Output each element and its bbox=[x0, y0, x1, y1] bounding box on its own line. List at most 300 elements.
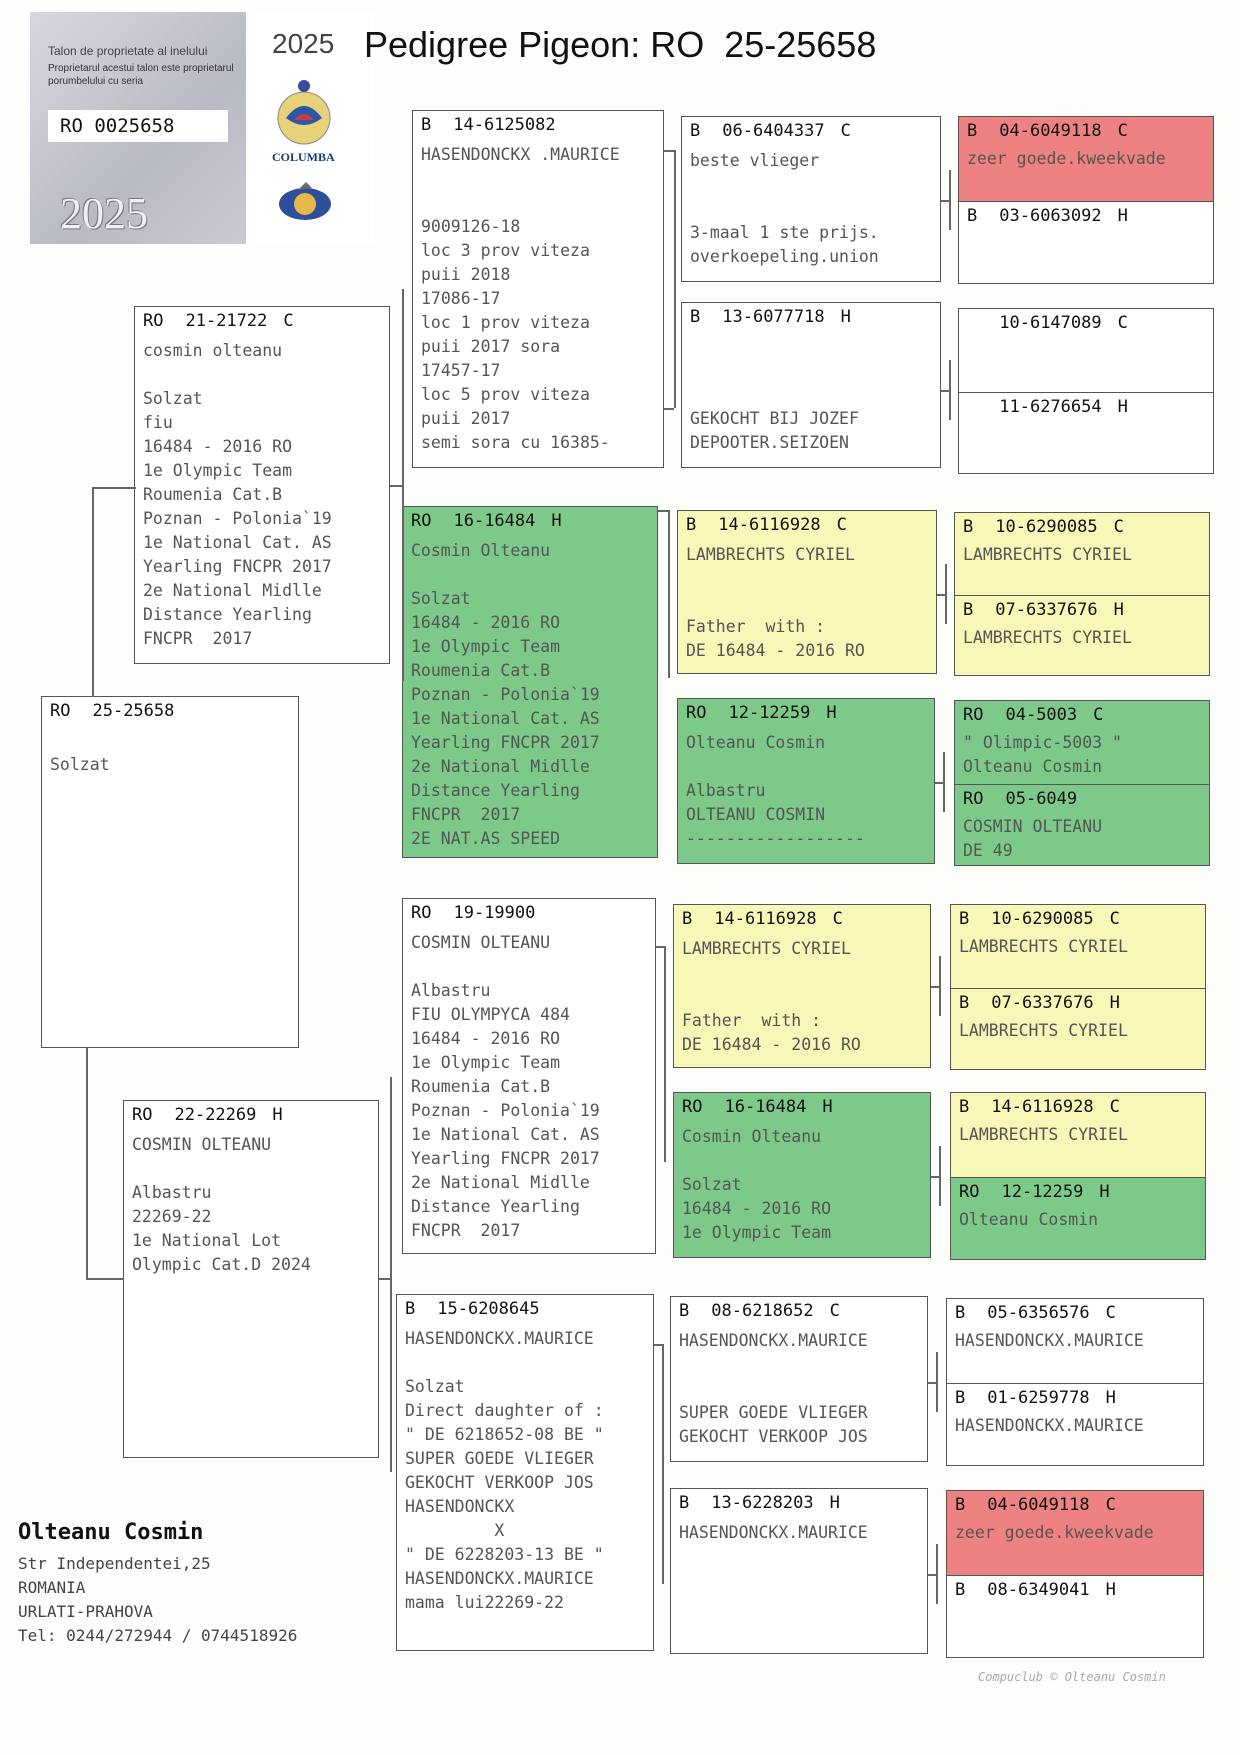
pigeon-sex: H bbox=[1105, 1388, 1116, 1408]
connector-line bbox=[939, 1146, 941, 1206]
pigeon-country: B bbox=[690, 307, 701, 327]
pigeon-notes bbox=[421, 143, 620, 455]
note-line: fiu bbox=[143, 413, 173, 432]
note-line: X bbox=[405, 1521, 505, 1540]
pigeon-country: B bbox=[690, 121, 701, 141]
pigeon-sex: H bbox=[1099, 1182, 1110, 1202]
note-line: FIU OLYMPYCA 484 bbox=[411, 1005, 570, 1024]
granddam-section bbox=[947, 1383, 1203, 1466]
pigeon-country bbox=[967, 397, 977, 417]
pigeon-country: RO bbox=[963, 789, 984, 809]
note-line: 16484 - 2016 RO bbox=[143, 437, 293, 456]
pigeon-notes bbox=[963, 543, 1132, 567]
note-line bbox=[421, 191, 620, 215]
pigeon-sex: H bbox=[272, 1105, 283, 1125]
note-line: DE 49 bbox=[963, 841, 1013, 860]
connector-line bbox=[92, 487, 94, 697]
pigeon-notes bbox=[955, 1414, 1144, 1438]
note-line bbox=[690, 173, 879, 197]
pigeon-ring: 22-22269 bbox=[174, 1105, 257, 1125]
pigeon-country: B bbox=[967, 206, 978, 226]
note-line: Father with : bbox=[686, 617, 826, 636]
grandsire-section bbox=[947, 1299, 1203, 1383]
pigeon-ring: 04-6049118 bbox=[987, 1495, 1090, 1515]
note-line: 16484 - 2016 RO bbox=[411, 1029, 561, 1048]
grandparent-card bbox=[681, 302, 941, 468]
note-line: Poznan - Polonia`19 bbox=[411, 1101, 600, 1120]
note-line: semi sora cu 16385- bbox=[421, 433, 610, 452]
pigeon-ring: 01-6259778 bbox=[987, 1388, 1090, 1408]
pigeon-header bbox=[411, 903, 562, 923]
pigeon-header bbox=[682, 1097, 833, 1117]
note-line: Yearling FNCPR 2017 bbox=[411, 733, 600, 752]
note-line: 16484 - 2016 RO bbox=[411, 613, 561, 632]
talon-number: RO 0025658 bbox=[48, 110, 228, 142]
note-line: Poznan - Polonia`19 bbox=[411, 685, 600, 704]
note-line bbox=[686, 591, 865, 615]
pigeon-country: RO bbox=[682, 1097, 703, 1117]
pigeon-ring: 07-6337676 bbox=[991, 993, 1094, 1013]
connector-line bbox=[936, 1544, 938, 1604]
pigeon-header bbox=[143, 311, 294, 331]
note-line: 1e Olympic Team bbox=[411, 1053, 561, 1072]
pigeon-ring: 04-6049118 bbox=[999, 121, 1102, 141]
note-line bbox=[682, 985, 861, 1009]
note-line: Direct daughter of : bbox=[405, 1401, 604, 1420]
pigeon-notes bbox=[690, 335, 859, 455]
note-line: GEKOCHT BIJ JOZEF bbox=[690, 409, 859, 428]
note-line: Solzat bbox=[143, 389, 203, 408]
note-line: Cosmin Olteanu bbox=[411, 541, 551, 560]
pigeon-sex bbox=[572, 115, 582, 135]
pigeon-notes bbox=[682, 937, 861, 1057]
parent-card bbox=[396, 1294, 654, 1651]
logo-year: 2025 bbox=[272, 28, 335, 59]
pigeon-ring: 10-6147089 bbox=[999, 313, 1102, 333]
connector-line bbox=[390, 1077, 392, 1472]
pigeon-header bbox=[967, 121, 1128, 141]
note-line: Albastru bbox=[686, 781, 766, 800]
note-line: 2e National Midlle bbox=[411, 757, 590, 776]
grandsire-section bbox=[951, 905, 1205, 988]
pigeon-notes bbox=[132, 1133, 311, 1277]
note-line: Albastru bbox=[411, 981, 491, 1000]
note-line: Distance Yearling bbox=[411, 1197, 580, 1216]
granddam-section bbox=[959, 392, 1213, 474]
note-line: overkoepeling.union bbox=[690, 247, 879, 266]
pigeon-sex: H bbox=[826, 703, 837, 723]
connector-line bbox=[936, 1352, 938, 1412]
pigeon-country: B bbox=[955, 1495, 966, 1515]
pigeon-sex bbox=[190, 701, 200, 721]
note-line bbox=[50, 729, 110, 753]
grandparent-card bbox=[677, 698, 935, 864]
owner-address-line: ROMANIA bbox=[18, 1578, 86, 1597]
pigeon-notes bbox=[963, 626, 1132, 650]
note-line: HASENDONCKX.MAURICE bbox=[955, 1331, 1144, 1350]
pigeon-header bbox=[421, 115, 582, 135]
great-grandparents-card bbox=[946, 1490, 1204, 1658]
pigeon-sex: H bbox=[840, 307, 851, 327]
pigeon-notes bbox=[679, 1329, 868, 1449]
connector-line bbox=[935, 782, 943, 784]
connector-line bbox=[928, 1382, 936, 1384]
pigeon-country: RO bbox=[143, 311, 164, 331]
pigeon-header bbox=[682, 909, 843, 929]
note-line: LAMBRECHTS CYRIEL bbox=[686, 545, 855, 564]
pigeon-ring: 08-6349041 bbox=[987, 1580, 1090, 1600]
pigeon-notes bbox=[405, 1327, 604, 1615]
pigeon-header bbox=[963, 705, 1103, 725]
note-line: 9009126-18 bbox=[421, 217, 521, 236]
note-line: 2e National Midlle bbox=[143, 581, 322, 600]
note-line: 22269-22 bbox=[132, 1207, 212, 1226]
pigeon-country bbox=[967, 313, 977, 333]
note-line: 16484 - 2016 RO bbox=[682, 1199, 832, 1218]
note-line: Olympic Cat.D 2024 bbox=[132, 1255, 311, 1274]
granddam-section bbox=[951, 988, 1205, 1070]
note-line: 2E NAT.AS SPEED bbox=[411, 829, 561, 848]
pigeon-notes bbox=[963, 815, 1102, 863]
pigeon-ring: 15-6208645 bbox=[437, 1299, 540, 1319]
pigeon-header bbox=[967, 397, 1128, 417]
owner-phone: Tel: 0244/272944 / 0744518926 bbox=[18, 1626, 298, 1645]
note-line bbox=[679, 1353, 868, 1377]
connector-line bbox=[674, 150, 676, 408]
pigeon-ring: 14-6116928 bbox=[718, 515, 821, 535]
note-line bbox=[690, 383, 859, 407]
pigeon-sex: C bbox=[1093, 705, 1104, 725]
note-line bbox=[686, 755, 865, 779]
pigeon-sex: C bbox=[283, 311, 294, 331]
note-line: Father with : bbox=[682, 1011, 822, 1030]
note-line: LAMBRECHTS CYRIEL bbox=[963, 628, 1132, 647]
connector-line bbox=[931, 986, 939, 988]
note-line: loc 5 prov viteza bbox=[421, 385, 590, 404]
note-line bbox=[690, 359, 859, 383]
note-line: mama lui22269-22 bbox=[405, 1593, 564, 1612]
pigeon-header bbox=[959, 1182, 1110, 1202]
granddam-section bbox=[951, 1177, 1205, 1260]
note-line: 1e Olympic Team bbox=[682, 1223, 832, 1242]
note-line: HASENDONCKX bbox=[405, 1497, 515, 1516]
parent-card bbox=[402, 898, 656, 1254]
sire-card bbox=[134, 306, 390, 664]
pigeon-notes bbox=[679, 1521, 868, 1545]
pigeon-ring: 11-6276654 bbox=[999, 397, 1102, 417]
pigeon-ring: 14-6116928 bbox=[714, 909, 817, 929]
granddam-section bbox=[955, 784, 1209, 866]
pigeon-ring: 14-6125082 bbox=[453, 115, 556, 135]
connector-line bbox=[941, 390, 949, 392]
note-line: loc 1 prov viteza bbox=[421, 313, 590, 332]
footer-credit: Compuclub © Olteanu Cosmin bbox=[978, 1670, 1166, 1684]
pigeon-ring: 16-16484 bbox=[453, 511, 536, 531]
pigeon-header bbox=[959, 993, 1120, 1013]
note-line: LAMBRECHTS CYRIEL bbox=[963, 545, 1132, 564]
pigeon-country: RO bbox=[411, 511, 432, 531]
federation-emblem-icon bbox=[274, 74, 334, 150]
note-line: " DE 6218652-08 BE " bbox=[405, 1425, 604, 1444]
pigeon-header bbox=[411, 511, 562, 531]
federation-logo-panel bbox=[248, 12, 374, 244]
pigeon-ring: 16-16484 bbox=[724, 1097, 807, 1117]
note-line: 1e Olympic Team bbox=[143, 461, 293, 480]
parent-card bbox=[402, 506, 658, 858]
pigeon-country: B bbox=[959, 993, 970, 1013]
note-line: HASENDONCKX.MAURICE bbox=[405, 1329, 594, 1348]
note-line: Roumenia Cat.B bbox=[411, 1077, 551, 1096]
note-line: SUPER GOEDE VLIEGER bbox=[679, 1403, 868, 1422]
pigeon-ring: 25-25658 bbox=[92, 701, 175, 721]
connector-line bbox=[662, 1344, 664, 1584]
connector-line bbox=[664, 946, 666, 1162]
great-grandparents-card bbox=[950, 1092, 1206, 1260]
note-line: puii 2017 sora bbox=[421, 337, 561, 356]
note-line: 1e National Cat. AS bbox=[143, 533, 332, 552]
pigeon-header bbox=[50, 701, 201, 721]
note-line: DEPOOTER.SEIZOEN bbox=[690, 433, 849, 452]
pigeon-notes bbox=[963, 731, 1122, 779]
note-line: Olteanu Cosmin bbox=[686, 733, 826, 752]
note-line bbox=[690, 197, 879, 221]
note-line: zeer goede.kweekvade bbox=[955, 1523, 1154, 1542]
connector-line bbox=[664, 150, 674, 152]
note-line: GEKOCHT VERKOOP JOS bbox=[679, 1427, 868, 1446]
pigeon-header bbox=[690, 121, 851, 141]
note-line: Distance Yearling bbox=[411, 781, 580, 800]
pigeon-country: RO bbox=[963, 705, 984, 725]
connector-line bbox=[945, 564, 947, 624]
note-line: HASENDONCKX.MAURICE bbox=[405, 1569, 594, 1588]
pigeon-country: B bbox=[963, 517, 974, 537]
pigeon-sex: H bbox=[822, 1097, 833, 1117]
note-line bbox=[682, 961, 861, 985]
connector-line bbox=[664, 408, 674, 410]
connector-line bbox=[943, 752, 945, 812]
note-line: FNCPR 2017 bbox=[411, 1221, 521, 1240]
note-line: 1e National Lot bbox=[132, 1231, 282, 1250]
pigeon-ring: 03-6063092 bbox=[999, 206, 1102, 226]
pigeon-country: RO bbox=[959, 1182, 980, 1202]
subject-pigeon-card bbox=[41, 696, 299, 1048]
globe-pigeon-icon bbox=[276, 180, 334, 222]
granddam-section bbox=[947, 1575, 1203, 1658]
pigeon-sex bbox=[556, 1299, 566, 1319]
note-line: HASENDONCKX.MAURICE bbox=[955, 1416, 1144, 1435]
great-grandparents-card bbox=[954, 512, 1210, 676]
note-line: LAMBRECHTS CYRIEL bbox=[959, 937, 1128, 956]
ring-ownership-talon bbox=[30, 12, 246, 244]
great-grandparents-card bbox=[958, 116, 1214, 284]
note-line: 1e Olympic Team bbox=[411, 637, 561, 656]
note-line: Olteanu Cosmin bbox=[963, 757, 1103, 776]
note-line: OLTEANU COSMIN bbox=[686, 805, 826, 824]
pigeon-country: B bbox=[679, 1493, 690, 1513]
pigeon-ring: 10-6290085 bbox=[991, 909, 1094, 929]
connector-line bbox=[931, 1176, 939, 1178]
pigeon-sex bbox=[1093, 789, 1103, 809]
note-line bbox=[411, 955, 600, 979]
pigeon-header bbox=[963, 789, 1103, 809]
pigeon-header bbox=[955, 1303, 1116, 1323]
pigeon-sex: C bbox=[1117, 313, 1128, 333]
note-line: cosmin olteanu bbox=[143, 341, 283, 360]
pigeon-ring: 12-12259 bbox=[1001, 1182, 1084, 1202]
pigeon-notes bbox=[411, 931, 600, 1243]
note-line: " DE 6228203-13 BE " bbox=[405, 1545, 604, 1564]
pigeon-sex: H bbox=[1117, 206, 1128, 226]
pigeon-sex: H bbox=[1117, 397, 1128, 417]
pigeon-country: B bbox=[421, 115, 432, 135]
note-line: zeer goede.kweekvade bbox=[967, 149, 1166, 168]
note-line bbox=[690, 335, 859, 359]
pigeon-country: B bbox=[955, 1303, 966, 1323]
note-line: FNCPR 2017 bbox=[143, 629, 253, 648]
pigeon-header bbox=[405, 1299, 566, 1319]
note-line: puii 2017 bbox=[421, 409, 511, 428]
connector-line bbox=[949, 170, 951, 230]
grandparent-card bbox=[673, 904, 931, 1068]
grandsire-section bbox=[955, 513, 1209, 595]
pigeon-notes bbox=[955, 1521, 1154, 1545]
pigeon-ring: 07-6337676 bbox=[995, 600, 1098, 620]
pigeon-country: B bbox=[955, 1388, 966, 1408]
note-line: HASENDONCKX.MAURICE bbox=[679, 1331, 868, 1350]
pigeon-notes bbox=[959, 935, 1128, 959]
granddam-section bbox=[959, 201, 1213, 284]
pigeon-sex: H bbox=[551, 511, 562, 531]
pigeon-country: B bbox=[679, 1301, 690, 1321]
note-line: puii 2018 bbox=[421, 265, 511, 284]
grandsire-section bbox=[955, 701, 1209, 784]
pigeon-country: RO bbox=[50, 701, 71, 721]
pigeon-country: B bbox=[405, 1299, 416, 1319]
pigeon-header bbox=[679, 1493, 840, 1513]
pigeon-sex: C bbox=[836, 515, 847, 535]
grandparent-card bbox=[677, 510, 937, 674]
pigeon-notes bbox=[967, 147, 1166, 171]
note-line: FNCPR 2017 bbox=[411, 805, 521, 824]
note-line bbox=[411, 563, 600, 587]
note-line: " Olimpic-5003 " bbox=[963, 733, 1122, 752]
note-line: loc 3 prov viteza bbox=[421, 241, 590, 260]
pigeon-header bbox=[690, 307, 851, 327]
connector-line bbox=[928, 1574, 936, 1576]
talon-year: 2025 bbox=[60, 189, 148, 238]
connector-line bbox=[402, 289, 404, 681]
note-line: 17457-17 bbox=[421, 361, 501, 380]
pigeon-ring: 10-6290085 bbox=[995, 517, 1098, 537]
grandparent-card bbox=[681, 116, 941, 282]
pigeon-country: B bbox=[682, 909, 693, 929]
note-line: Roumenia Cat.B bbox=[411, 661, 551, 680]
owner-name: Olteanu Cosmin bbox=[18, 1520, 204, 1545]
pigeon-notes bbox=[955, 1329, 1144, 1353]
pigeon-country: B bbox=[959, 909, 970, 929]
pigeon-country: B bbox=[959, 1097, 970, 1117]
note-line bbox=[143, 363, 332, 387]
dam-card bbox=[123, 1100, 379, 1458]
pigeon-header bbox=[963, 517, 1124, 537]
connector-line bbox=[92, 487, 136, 489]
pigeon-ring: 08-6218652 bbox=[711, 1301, 814, 1321]
pigeon-sex: C bbox=[1109, 909, 1120, 929]
note-line: DE 16484 - 2016 RO bbox=[686, 641, 865, 660]
pigeon-header bbox=[132, 1105, 283, 1125]
grandsire-section bbox=[959, 117, 1213, 201]
owner-address-line: Str Independentei,25 bbox=[18, 1554, 211, 1573]
note-line: Albastru bbox=[132, 1183, 212, 1202]
note-line bbox=[679, 1377, 868, 1401]
note-line: Solzat bbox=[50, 755, 110, 774]
note-line: SUPER GOEDE VLIEGER bbox=[405, 1449, 594, 1468]
pigeon-sex: H bbox=[1109, 993, 1120, 1013]
note-line: LAMBRECHTS CYRIEL bbox=[959, 1021, 1128, 1040]
great-grandparents-card bbox=[950, 904, 1206, 1070]
pigeon-country: RO bbox=[411, 903, 432, 923]
note-line: Roumenia Cat.B bbox=[143, 485, 283, 504]
pigeon-notes bbox=[682, 1125, 831, 1245]
pigeon-header bbox=[686, 515, 847, 535]
pigeon-sex: C bbox=[832, 909, 843, 929]
pigeon-sex: C bbox=[1113, 517, 1124, 537]
pigeon-header bbox=[967, 313, 1128, 333]
columba-label: COLUMBA bbox=[272, 150, 335, 164]
note-line: Poznan - Polonia`19 bbox=[143, 509, 332, 528]
connector-line bbox=[390, 485, 402, 487]
note-line bbox=[686, 567, 865, 591]
grandparent-card bbox=[670, 1296, 928, 1462]
note-line: HASENDONCKX .MAURICE bbox=[421, 145, 620, 164]
connector-line bbox=[86, 1048, 88, 1278]
connector-line bbox=[668, 510, 670, 678]
note-line: beste vlieger bbox=[690, 151, 820, 170]
connector-line bbox=[939, 956, 941, 1016]
note-line: 1e National Cat. AS bbox=[411, 1125, 600, 1144]
pigeon-notes bbox=[959, 1123, 1128, 1147]
pigeon-country: B bbox=[967, 121, 978, 141]
pigeon-header bbox=[955, 1495, 1116, 1515]
pigeon-sex: C bbox=[840, 121, 851, 141]
pigeon-ring: 04-5003 bbox=[1005, 705, 1078, 725]
note-line bbox=[405, 1351, 604, 1375]
pigeon-notes bbox=[690, 149, 879, 269]
note-line: Distance Yearling bbox=[143, 605, 312, 624]
pigeon-ring: 05-6049 bbox=[1005, 789, 1078, 809]
pigeon-ring: 12-12259 bbox=[728, 703, 811, 723]
note-line: LAMBRECHTS CYRIEL bbox=[682, 939, 851, 958]
note-line bbox=[421, 167, 620, 191]
pigeon-sex: H bbox=[829, 1493, 840, 1513]
pigeon-sex: H bbox=[1105, 1580, 1116, 1600]
pigeon-header bbox=[955, 1580, 1116, 1600]
note-line: 3-maal 1 ste prijs. bbox=[690, 223, 879, 242]
grandparent-card bbox=[673, 1092, 931, 1258]
connector-line bbox=[941, 200, 949, 202]
note-line: Solzat bbox=[682, 1175, 742, 1194]
note-line: Solzat bbox=[411, 589, 471, 608]
pigeon-sex bbox=[551, 903, 561, 923]
pigeon-sex: C bbox=[1105, 1303, 1116, 1323]
pigeon-header bbox=[955, 1388, 1116, 1408]
great-grandparents-card bbox=[946, 1298, 1204, 1466]
great-grandparents-card bbox=[954, 700, 1210, 866]
pigeon-sex: H bbox=[1113, 600, 1124, 620]
pigeon-notes bbox=[686, 731, 865, 851]
note-line: Yearling FNCPR 2017 bbox=[411, 1149, 600, 1168]
owner-address-line: URLATI-PRAHOVA bbox=[18, 1602, 153, 1621]
